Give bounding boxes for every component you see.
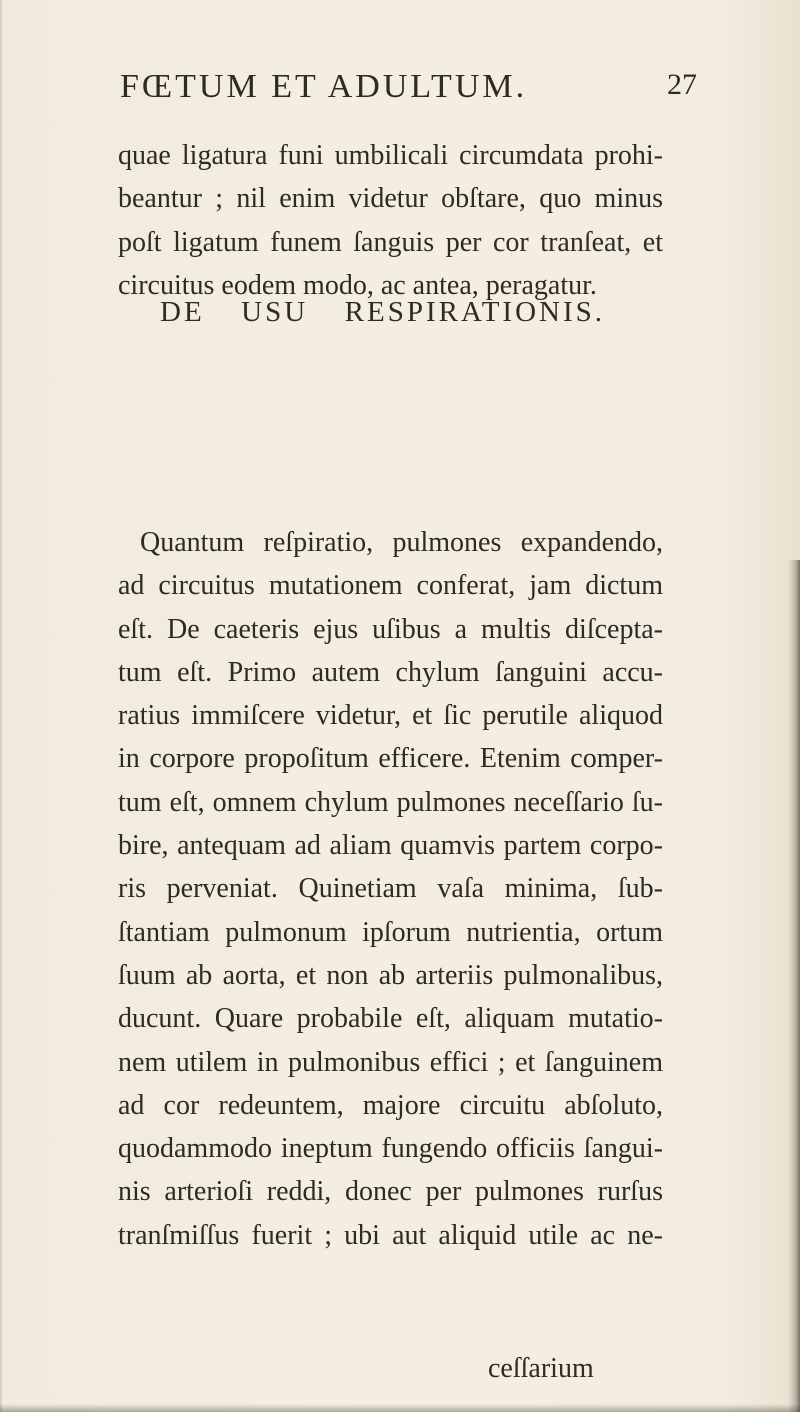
bottom-shadow [0,1404,800,1412]
text-line: tum eſt. Primo autem chylum ſanguini accu- [118,656,663,688]
section-heading: DE USU RESPIRATIONIS. [160,296,605,328]
text-line: nem utilem in pulmonibus effici ; et ſanguinem [118,1046,663,1078]
text-line: eſt. De caeteris ejus uſibus a multis diſcepta- [118,613,663,645]
text-line: quae ligatura funi umbilicali circumdata prohi- [118,140,663,171]
text-line: in corpore propoſitum efficere. Etenim comper- [118,743,663,775]
paragraph-continuation [118,134,663,307]
text-line: ſuum ab aorta, et non ab arteriis pulmonalibus, [118,959,663,991]
page-left-edge [0,0,2,1412]
text-line: Quantum reſpiratio, pulmones expandendo, [140,527,663,558]
text-line: beantur ; nil enim videtur obſtare, quo minus [118,183,663,215]
running-head-title: FŒTUM ET ADULTUM. [120,68,528,105]
text-line: poſt ligatum funem ſanguis per cor tranſeat, et [118,226,663,258]
paragraph-respiration [118,521,663,1257]
text-line: ad circuitus mutationem conferat, jam dictum [118,570,663,602]
text-line: ducunt. Quare probabile eſt, aliquam mutatio- [118,1003,663,1035]
text-line: tum eſt, omnem chylum pulmones neceſſario ſu- [118,786,663,818]
text-line: circuitus eodem modo, ac antea, peragatur. [118,269,597,301]
text-line: ad cor redeuntem, majore circuitu abſoluto, [118,1089,663,1121]
gutter-shadow [788,560,800,1412]
running-head [120,68,720,108]
catchword: ceſſarium [488,1353,594,1384]
text-line: tranſmiſſus fuerit ; ubi aut aliquid utile ac ne- [118,1219,663,1251]
text-line: nis arterioſi reddi, donec per pulmones rurſus [118,1176,663,1208]
text-line: ſtantiam pulmonum ipſorum nutrientia, ortum [118,916,663,948]
text-line: quodammodo ineptum fungendo officiis ſangui- [118,1133,663,1165]
text-line: ris perveniat. Quinetiam vaſa minima, ſub- [118,873,663,905]
text-line: ratius immiſcere videtur, et ſic perutile aliquod [118,700,663,732]
page-number: 27 [667,68,697,101]
text-line: bire, antequam ad aliam quamvis partem corpo- [118,830,663,862]
